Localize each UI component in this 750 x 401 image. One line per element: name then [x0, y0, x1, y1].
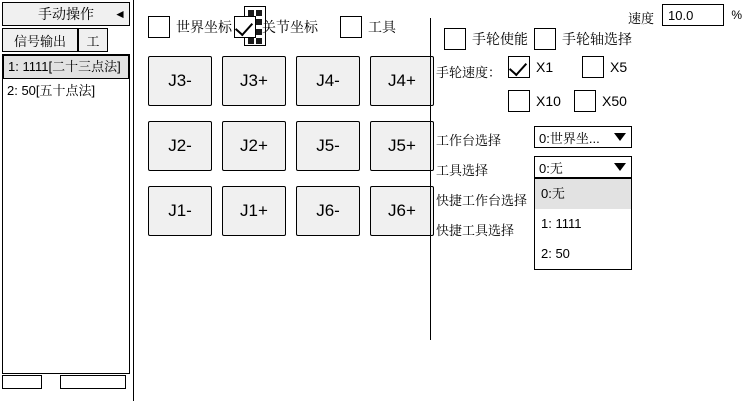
jog-button-label: J3- — [168, 71, 192, 90]
jog-button-j1-plus[interactable] — [222, 186, 286, 236]
jog-button-label: J2+ — [240, 136, 268, 155]
dropdown-option[interactable] — [535, 239, 631, 269]
checkbox-handwheel-x50[interactable] — [574, 90, 627, 112]
bottom-status-bars — [2, 375, 130, 397]
checkbox-joint-coordinates-box[interactable] — [234, 16, 256, 38]
jog-button-label: J2- — [168, 136, 192, 155]
dropdown-option-label: 2: 50 — [541, 246, 570, 261]
checkbox-handwheel-x5-box[interactable] — [582, 56, 604, 78]
jog-button-grid — [148, 56, 434, 236]
jog-button-label: J3+ — [240, 71, 268, 90]
panel-title-bar[interactable] — [2, 2, 130, 26]
checkbox-world-coordinates-box[interactable] — [148, 16, 170, 38]
status-bar-right — [60, 375, 126, 389]
checkbox-handwheel-x50-label: X50 — [602, 93, 627, 109]
checkbox-handwheel-x10-box[interactable] — [508, 90, 530, 112]
jog-button-label: J6- — [316, 201, 340, 220]
jog-button-j2-minus[interactable] — [148, 121, 212, 171]
jog-button-label: J5+ — [388, 136, 416, 155]
jog-button-j3-minus[interactable] — [148, 56, 212, 106]
jog-button-j2-plus[interactable] — [222, 121, 286, 171]
list-item[interactable] — [3, 55, 129, 79]
list-item-label: 1: 1111[二十三点法] — [8, 59, 121, 74]
checkbox-handwheel-enable-label: 手轮使能 — [472, 31, 528, 47]
tool-select-value: 0:无 — [539, 160, 563, 176]
right-area — [134, 0, 750, 401]
vertical-divider — [430, 18, 431, 340]
chevron-down-icon[interactable] — [614, 163, 626, 171]
jog-button-j3-plus[interactable] — [222, 56, 286, 106]
chevron-down-icon[interactable] — [614, 133, 626, 141]
list-item-label: 2: 50[五十点法] — [7, 83, 96, 98]
tool-select-label: 工具选择 — [436, 163, 489, 178]
tab-tool[interactable] — [78, 28, 108, 52]
tab-signal-output-label: 信号输出 — [13, 33, 66, 49]
checkbox-joint-coordinates-label: 关节坐标 — [262, 19, 318, 35]
checkbox-handwheel-axis-select[interactable] — [534, 28, 632, 50]
speed-unit-label: % — [731, 8, 742, 22]
checkbox-handwheel-x5-label: X5 — [610, 59, 628, 75]
quick-tool-select-label: 快捷工具选择 — [436, 223, 515, 238]
checkbox-tool-box[interactable] — [340, 16, 362, 38]
jog-button-label: J1- — [168, 201, 192, 220]
checkbox-handwheel-enable-box[interactable] — [444, 28, 466, 50]
checkbox-tool-label: 工具 — [368, 19, 396, 35]
speed-label: 速度 — [627, 11, 654, 26]
jog-button-label: J4- — [316, 71, 340, 90]
tool-list[interactable] — [2, 54, 130, 374]
checkbox-handwheel-x50-box[interactable] — [574, 90, 596, 112]
page-title: 手动操作 — [38, 6, 94, 22]
jog-button-j4-minus[interactable] — [296, 56, 360, 106]
quick-workbench-select-label: 快捷工作台选择 — [436, 193, 528, 208]
dropdown-option-label: 1: 1111 — [541, 216, 582, 231]
jog-button-label: J1+ — [240, 201, 268, 220]
checkbox-joint-coordinates[interactable] — [234, 16, 318, 38]
jog-button-j4-plus[interactable] — [370, 56, 434, 106]
workbench-select-value: 0:世界坐... — [539, 130, 600, 146]
dropdown-option[interactable] — [535, 209, 631, 239]
list-item[interactable] — [3, 79, 129, 103]
tool-select-dropdown[interactable] — [534, 178, 632, 270]
jog-button-j1-minus[interactable] — [148, 186, 212, 236]
jog-button-j5-plus[interactable] — [370, 121, 434, 171]
checkbox-handwheel-x10[interactable] — [508, 90, 561, 112]
speed-input[interactable] — [662, 4, 724, 26]
tab-tool-label: 工 — [86, 33, 100, 49]
checkbox-handwheel-enable[interactable] — [444, 28, 528, 50]
jog-button-j6-plus[interactable] — [370, 186, 434, 236]
status-bar-left — [2, 375, 42, 389]
workbench-select[interactable] — [534, 126, 632, 148]
left-panel — [0, 0, 134, 401]
tab-strip — [2, 28, 130, 52]
tab-signal-output[interactable] — [2, 28, 78, 52]
jog-button-j6-minus[interactable] — [296, 186, 360, 236]
dropdown-option-label: 0:无 — [541, 186, 565, 201]
checkbox-handwheel-x1-label: X1 — [536, 59, 554, 75]
jog-button-label: J4+ — [388, 71, 416, 90]
checkbox-handwheel-axis-select-box[interactable] — [534, 28, 556, 50]
checkbox-handwheel-axis-select-label: 手轮轴选择 — [562, 31, 632, 47]
workbench-select-label: 工作台选择 — [436, 133, 502, 148]
checkbox-world-coordinates[interactable] — [148, 16, 232, 38]
jog-button-label: J5- — [316, 136, 340, 155]
dropdown-option[interactable] — [535, 179, 631, 209]
checkbox-handwheel-x10-label: X10 — [536, 93, 561, 109]
jog-button-j5-minus[interactable] — [296, 121, 360, 171]
checkbox-tool[interactable] — [340, 16, 396, 38]
collapse-left-icon[interactable]: ◄ — [114, 7, 126, 21]
checkbox-handwheel-x1[interactable] — [508, 56, 553, 78]
tool-select[interactable] — [534, 156, 632, 178]
jog-button-label: J6+ — [388, 201, 416, 220]
handwheel-speed-label: 手轮速度： — [436, 65, 502, 80]
checkbox-handwheel-x1-box[interactable] — [508, 56, 530, 78]
checkbox-world-coordinates-label: 世界坐标 — [176, 19, 232, 35]
checkbox-handwheel-x5[interactable] — [582, 56, 627, 78]
